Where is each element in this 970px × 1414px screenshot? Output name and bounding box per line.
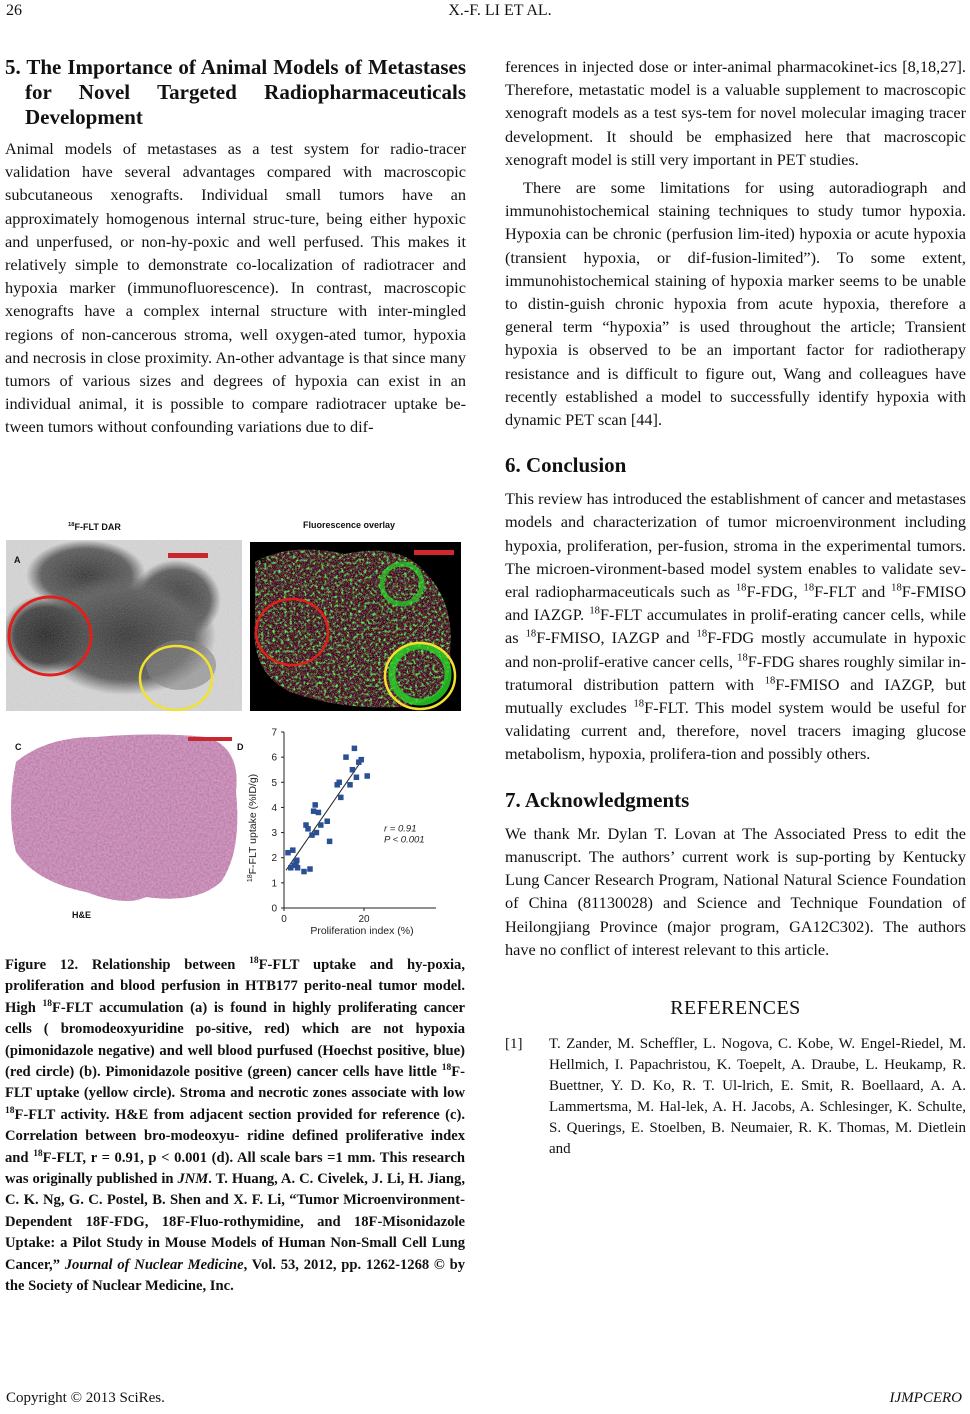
x-tick-label: 20	[358, 914, 370, 925]
section-5-body: Animal models of metastases as a test system for radio-tracer validation have several advantages compared with macroscopic subcutaneous xenografts. Individual small tumors have an approximately homogenous internal struc-ture, being either hypoxic and unperfused, or non-hy-poxic and well perfused. This makes it relatively simple to demonstrate co-localization of radiotracer and hypoxia marker (immunofluorescence). In contrast, macroscopic xenografts have a complex internal structure with inter-mingled regions of non-cancerous stroma, well oxygen-ated tumor, hypoxia and necrosis in close proximity. An-other advantage is that since many tumors of various sizes and degrees of hypoxia can exist in an individual animal, it is possible to compare radiotracer uptake be-tween tumors without confounding variations due to dif-	[5, 139, 466, 437]
continued-paragraph: ferences in injected dose or inter-animal pharmacokinet-ics [8,18,27]. Therefore, metastatic model is a valuable supplement to macroscopic xenograft models as a test sys-tem for novel molecular imaging tracer development. It should be emphasized here that macroscopic xenograft model is still very important in PET studies.	[505, 57, 966, 169]
data-point	[311, 808, 317, 814]
section-5-heading: 5. The Importance of Animal Models of Metastases for Novel Targeted Radiopharmaceuticals Development	[5, 55, 466, 129]
x-tick-label: 0	[281, 914, 287, 925]
data-point	[318, 822, 324, 828]
data-point	[343, 754, 349, 760]
page-number: 26	[6, 2, 22, 19]
section-6-heading: 6. Conclusion	[505, 453, 627, 478]
reference-text: T. Zander, M. Scheffler, L. Nogova, C. Kobe, W. Engel-Riedel, M. Hellmich, I. Papachristou, K. Toepelt, A. Draube, L. Heukamp, R. Buettner, Y. D. Ko, R. T. Ul-lrich, E. Smit, R. Boellaard, A. A. Lammertsma, M. Hal-lek, A. H. Jacobs, A. Schlesinger, K. Schulte, S. Querings, E. Stoelben, B. Neumaier, R. K. Thomas, M. Dietlein and	[549, 1036, 966, 1158]
data-point	[294, 857, 300, 863]
y-tick-label: 6	[271, 752, 277, 764]
data-point	[350, 767, 356, 773]
y-tick-label: 2	[271, 853, 277, 865]
panel-b-fluorescence	[250, 542, 461, 711]
correlation-annotation: r = 0.91	[384, 823, 417, 835]
y-tick-label: 5	[271, 777, 277, 789]
scale-bar	[188, 737, 232, 741]
data-point	[364, 773, 370, 779]
y-tick-label: 7	[271, 727, 277, 739]
right-column	[505, 55, 966, 1160]
reference-item	[505, 1034, 966, 1160]
data-point	[314, 830, 320, 836]
panel-d-letter: D	[237, 742, 244, 752]
data-point	[312, 802, 318, 808]
y-tick-label: 4	[271, 802, 277, 814]
data-point	[324, 819, 330, 825]
panel-d-scatter-plot	[244, 722, 469, 950]
panel-c-label: H&E	[72, 910, 92, 920]
p-value-annotation: P < 0.001	[384, 834, 425, 846]
section-7-heading: 7. Acknowledgments	[505, 787, 690, 812]
data-point	[336, 780, 342, 786]
data-point	[354, 775, 360, 781]
data-point	[301, 869, 307, 875]
data-point	[358, 757, 364, 763]
panel-a-autoradiograph	[6, 540, 242, 711]
figure-12-caption: Figure 12. Relationship between $^{18}$F-FLT uptake and hy-poxia, proliferation and blood perfusion in HTB177 perito-neal tumor model. High $^{18}$F-FLT accumulation (a) is found in highly proliferating cancer cells ( bromodeoxyuridine po-sitive, red) which are not hypoxia (pimonidazole negative) and well blood purfused (Hoechst positive, blue) (red circle) (b). Pimonidazole positive (green) cancer cells have little $^{18}$F-FLT uptake (yellow circle). Stroma and necrotic zones associate with low $^{18}$F-FLT activity. H&E from adjacent section provided for reference (c). Correlation between bro-modeoxyu- ridine defined proliferative index and $^{18}$F-FLT, r = 0.91, p < 0.001 (d). All scale bars =1 mm. This research was originally published in JNM. T. Huang, A. C. Civelek, J. Li, H. Jiang, C. K. Ng, G. C. Postel, B. Shen and X. F. Li, “Tumor Microenvironment-Dependent 18F-FDG, 18F-Fluo-rothymidine, and 18F-Misonidazole Uptake: a Pilot Study in Mouse Models of Human Non-Small Cell Lung Cancer,” Journal of Nuclear Medicine, Vol. 53, 2012, pp. 1262-1268 © by the Society of Nuclear Medicine, Inc.	[5, 956, 466, 1295]
data-point	[347, 782, 353, 788]
panel-c-letter: C	[15, 742, 22, 752]
scale-bar	[414, 550, 454, 555]
data-point	[295, 865, 301, 871]
data-point	[290, 847, 296, 852]
panel-c-he-section	[6, 732, 242, 907]
y-tick-label: 1	[271, 878, 277, 890]
data-point	[305, 826, 311, 832]
section-6-body: This review has introduced the establishment of cancer and metastases models and characterization of tumor microenvironment including hypoxia, proliferation, per-fusion, stroma in the experimental tumors. The microen-vironment-based model system enables to validate sev-eral radiopharmaceuticals such as $^{18}$F-FDG, $^{18}$F-FLT and $^{18}$F-FMISO and IAZGP. $^{18}$F-FLT accumulates in prolif-erating cancer cells, while as $^{18}$F-FMISO, IAZGP and $^{18}$F-FDG mostly accumulate in hypoxic and non-prolif-erative cancer cells, $^{18}$F-FDG shares roughly similar in-tratumoral distribution pattern with $^{18}$F-FMISO and IAZGP, but mutually excludes $^{18}$F-FLT. This model system would be useful for validating current and, therefore, novel tracers imaging glucose metabolism, hypoxia, prolifera-tion and possibly others.	[505, 489, 967, 764]
panel-a-title: $^{18}$F-FLT DAR	[68, 522, 121, 532]
running-title: X.-F. LI ET AL.	[448, 2, 552, 19]
y-tick-label: 3	[271, 828, 277, 840]
scale-bar	[168, 553, 208, 558]
panel-b-title: Fluorescence overlay	[303, 520, 396, 530]
left-column	[5, 55, 466, 439]
limitations-paragraph: There are some limitations for using autoradiograph and immunohistochemical staining techniques to study tumor hypoxia. Hypoxia can be chronic (perfusion lim-ited) hypoxia or acute hypoxia (transient hypoxia, or dif-fusion-limited”). To some extent, immunohistochemical staining of hypoxia marker seems to be unable to distin-guish chronic hypoxia from acute hypoxia, therefore a general term “hypoxia” is used throughout the article; Transient hypoxia is observed to be an important factor for radiotherapy resistance and is difficult to figure out, Wang and colleagues have recently established a model to successfully identify hypoxia with dynamic PET scan [44].	[505, 178, 966, 430]
x-axis-label: Proliferation index (%)	[310, 925, 414, 937]
data-point	[338, 795, 344, 801]
footer-journal: IJMPCERO	[889, 1390, 962, 1406]
section-7-body: We thank Mr. Dylan T. Lovan at The Associated Press to edit the manuscript. The authors’ current work is sup-porting by Kentucky Lung Cancer Research Program, National Natural Science Foundation of China (81130028) and Science and Technique Foundation of Heilongjiang Province (major program, GA12C302). The authors have no conflict of interest relevant to this article.	[505, 823, 966, 959]
panel-b-letter: B	[260, 555, 267, 565]
data-point	[285, 850, 291, 856]
data-point	[352, 746, 358, 752]
regression-line	[286, 757, 364, 870]
reference-list	[505, 1034, 966, 1160]
footer-copyright: Copyright © 2013 SciRes.	[6, 1390, 165, 1406]
y-axis-label: $^{18}$F-FLT uptake (%ID/g)	[247, 773, 259, 883]
references-heading: REFERENCES	[670, 996, 801, 1019]
y-tick-label: 0	[271, 903, 277, 915]
reference-number: [1]	[505, 1036, 523, 1053]
figure-12	[0, 510, 470, 950]
data-point	[327, 839, 333, 845]
data-point	[307, 866, 313, 872]
data-point	[316, 810, 322, 816]
panel-a-letter: A	[14, 555, 21, 565]
